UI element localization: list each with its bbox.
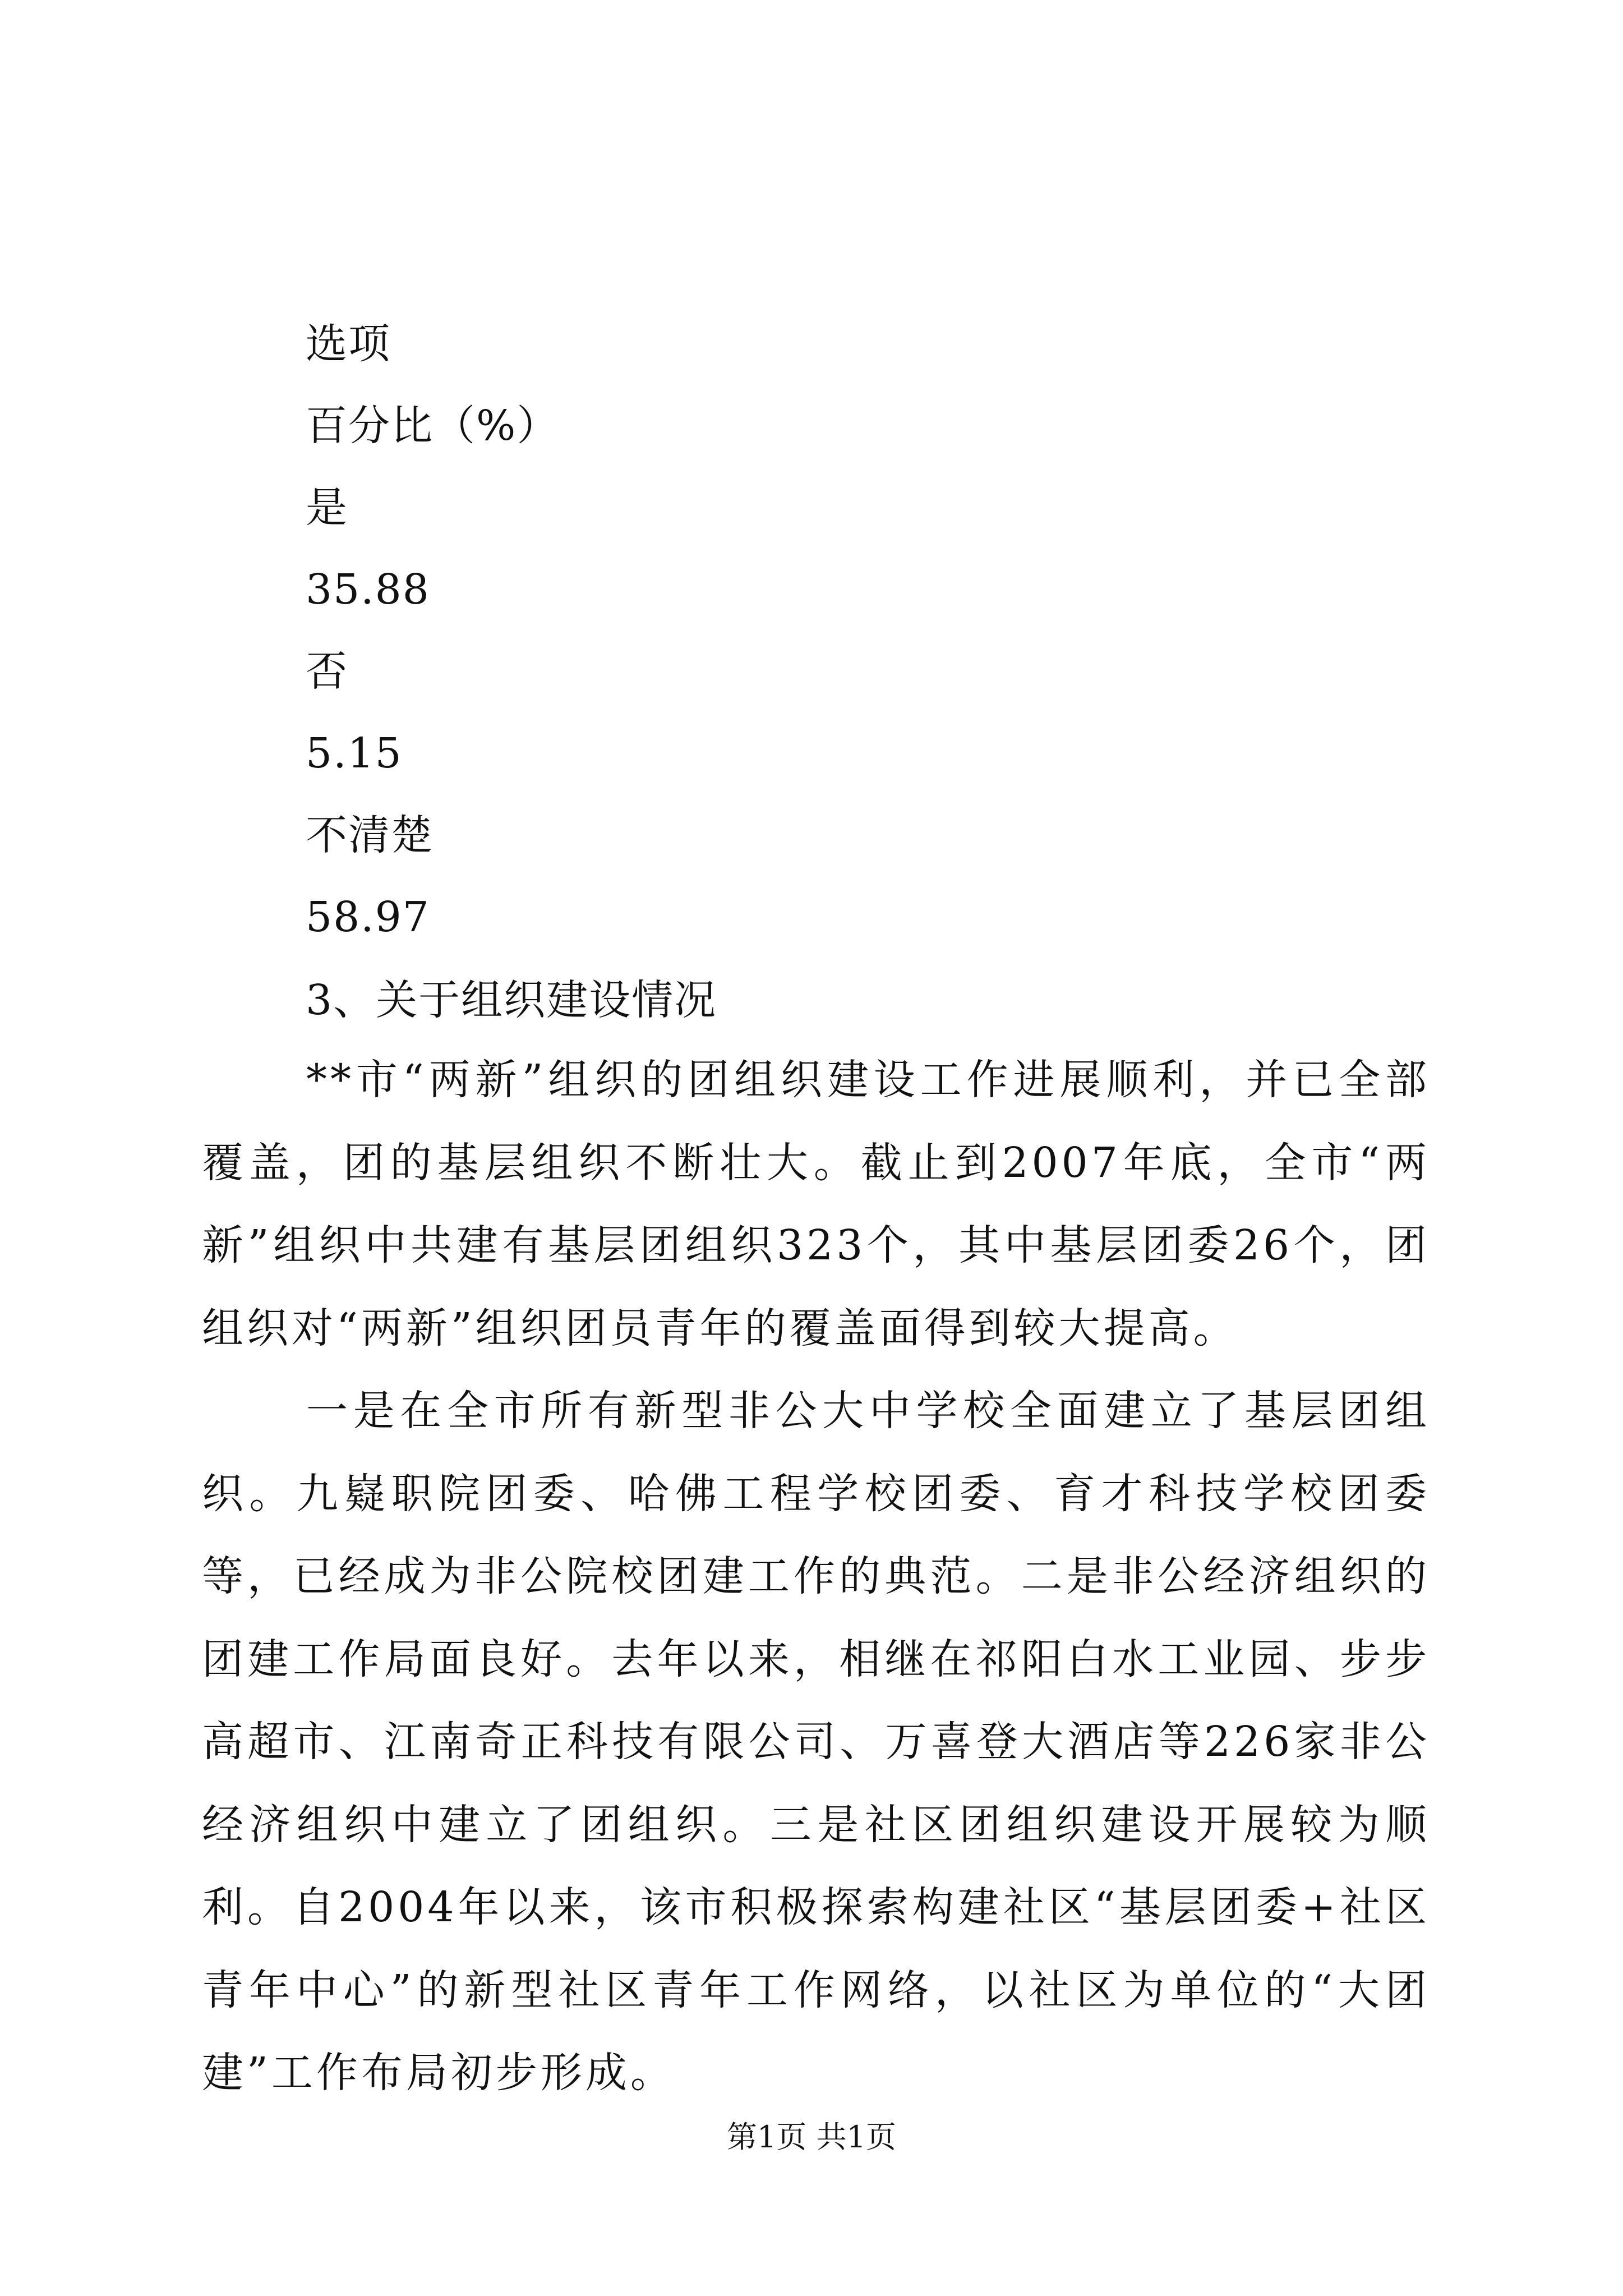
- table-row-percent: 5.15: [306, 729, 403, 777]
- survey-table: [306, 303, 1091, 958]
- page-footer: 第1页 共1页: [727, 2119, 896, 2155]
- table-row-option: 是: [306, 484, 348, 532]
- table-row-option: 否: [306, 647, 348, 696]
- table-row-option: 不清楚: [306, 811, 434, 859]
- paragraph-2: 一是在全市所有新型非公大中学校全面建立了基层团组织。九嶷职院团委、哈佛工程学校团委、育才科技学校团委等，已经成为非公院校团建工作的典范。二是非公经济组织的团建工作局面良好。去年以来，相继在祁阳白水工业园、步步高超市、江南奇正科技有限公司、万喜登大酒店等226家非公经济组织中建立了团组织。三是社区团组织建设开展较为顺利。自2004年以来，该市积极探索构建社区“基层团委+社区青年中心”的新型社区青年工作网络，以社区为单位的“大团建”工作布局初步形成。: [202, 1387, 1431, 2097]
- paragraph-1: **市“两新”组织的团组织建设工作进展顺利，并已全部覆盖，团的基层组织不断壮大。截止到2007年底，全市“两新”组织中共建有基层团组织323个，其中基层团委26个，团组织对“两新”组织团员青年的覆盖面得到较大提高。: [202, 1056, 1430, 1352]
- table-header-option: 选项: [306, 320, 391, 368]
- body-text: [202, 1039, 1430, 2115]
- section-heading: 3、关于组织建设情况: [306, 976, 717, 1024]
- table-row-percent: 35.88: [306, 565, 430, 614]
- table-row-percent: 58.97: [306, 893, 430, 941]
- table-header-percent: 百分比（%）: [306, 402, 560, 450]
